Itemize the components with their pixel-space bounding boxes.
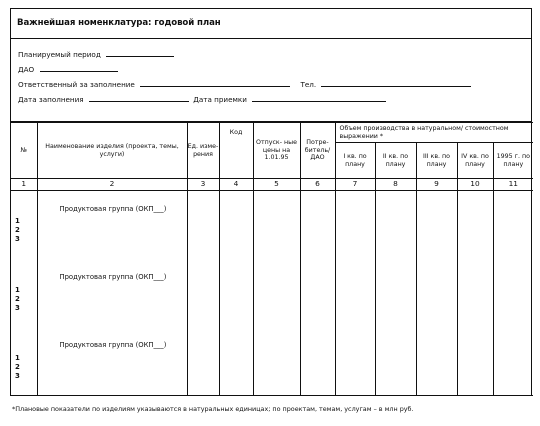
planned-period-input[interactable]: [106, 49, 174, 57]
header-consumer: Потре- битель/ ДАО: [300, 123, 335, 179]
product-name-cell[interactable]: [37, 191, 187, 396]
phone-input[interactable]: [321, 79, 471, 87]
form-title: Важнейшая номенклатура: годовой план: [11, 9, 531, 39]
product-group-label: Продуктовая группа (ОКП___): [59, 341, 167, 349]
fill-date-input[interactable]: [89, 94, 189, 102]
price-cell[interactable]: [253, 191, 300, 396]
phone-label: Тел.: [300, 80, 317, 89]
row-number: 2: [15, 226, 20, 235]
plan-form: [10, 8, 532, 396]
dates-row: [18, 94, 386, 104]
dao-input[interactable]: [40, 64, 118, 72]
header-name: Наименование изделия (проекта, темы, услуги): [37, 123, 187, 179]
column-number: 8: [375, 179, 416, 191]
code-cell[interactable]: [219, 191, 253, 396]
header-q3: III кв. по плану: [416, 143, 457, 179]
q2-cell[interactable]: [375, 191, 416, 396]
header-year: 1995 г. по плану: [493, 143, 533, 179]
year-cell[interactable]: [493, 191, 533, 396]
row-number: 3: [15, 235, 20, 244]
row-number: 1: [15, 286, 20, 294]
column-numbers-row: [11, 179, 533, 191]
consumer-cell[interactable]: [300, 191, 335, 396]
header-volume: Объем производства в натуральном/ стоимостном выражении *: [335, 123, 533, 143]
column-number: 11: [493, 179, 533, 191]
planned-period-label: Планируемый период: [18, 50, 101, 59]
plan-table: [11, 122, 533, 396]
header-unit: Ед. изме- рения: [187, 123, 219, 179]
row-number: 3: [15, 304, 20, 313]
header-q4: IV кв. по плану: [457, 143, 493, 179]
column-number: 9: [416, 179, 457, 191]
product-group-label: Продуктовая группа (ОКП___): [59, 273, 167, 281]
group-1-row-numbers: [15, 217, 20, 244]
column-number: 2: [37, 179, 187, 191]
unit-cell[interactable]: [187, 191, 219, 396]
row-numbers-cell: [11, 191, 37, 396]
header-code: Код: [219, 123, 253, 179]
group-3-row-numbers: [15, 354, 20, 381]
row-number: 1: [15, 354, 20, 362]
accept-date-label: Дата приемки: [193, 95, 247, 104]
group-2-row-numbers: [15, 286, 20, 313]
dao-row: [18, 64, 118, 74]
fill-date-label: Дата заполнения: [18, 95, 84, 104]
responsible-row: [18, 79, 471, 89]
row-number: 1: [15, 217, 20, 225]
responsible-input[interactable]: [140, 79, 290, 87]
product-group-label: Продуктовая группа (ОКП___): [59, 205, 167, 213]
table-body-row: [11, 191, 533, 396]
header-q1: I кв. по плану: [335, 143, 375, 179]
row-number: 3: [15, 372, 20, 381]
row-number: 2: [15, 363, 20, 372]
column-number: 1: [11, 179, 37, 191]
q1-cell[interactable]: [335, 191, 375, 396]
dao-label: ДАО: [18, 65, 35, 74]
accept-date-input[interactable]: [252, 94, 386, 102]
responsible-label: Ответственный за заполнение: [18, 80, 135, 89]
column-number: 3: [187, 179, 219, 191]
q4-cell[interactable]: [457, 191, 493, 396]
row-number: 2: [15, 295, 20, 304]
header-q2: II кв. по плану: [375, 143, 416, 179]
q3-cell[interactable]: [416, 191, 457, 396]
planned-period-row: [18, 49, 174, 59]
header-price: Отпуск- ные цены на 1.01.95: [253, 123, 300, 179]
column-number: 6: [300, 179, 335, 191]
column-number: 7: [335, 179, 375, 191]
column-number: 10: [457, 179, 493, 191]
column-number: 5: [253, 179, 300, 191]
column-number: 4: [219, 179, 253, 191]
footnote: *Плановые показатели по изделиям указываются в натуральных единицах; по проектам, темам, услугам – в млн руб.: [12, 405, 414, 413]
form-fields: [11, 39, 531, 122]
header-no: №: [11, 123, 37, 179]
